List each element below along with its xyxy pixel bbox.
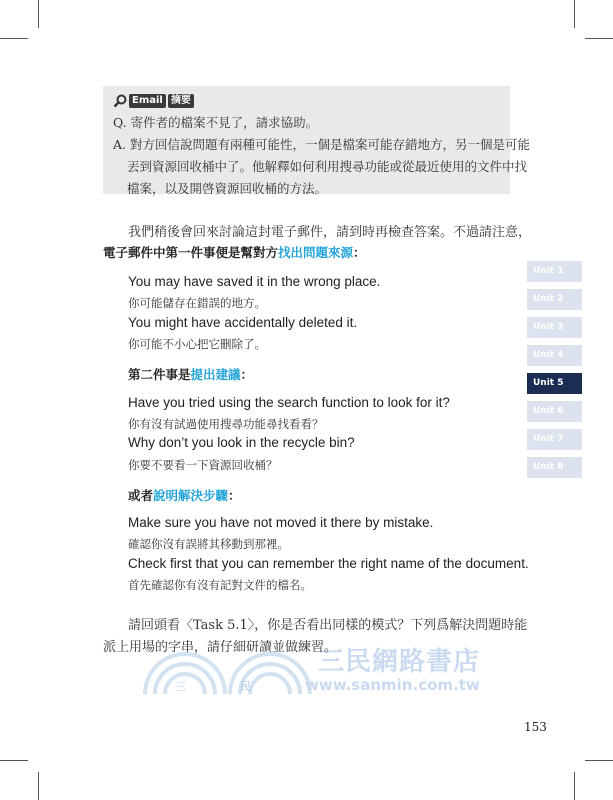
unit-tab-2[interactable]: Unit 2 — [527, 289, 582, 310]
section-heading-steps — [128, 486, 241, 504]
summary-answer-line-1: A. 對方回信說問題有兩種可能性，一個是檔案可能存錯地方，另一個是可能 — [113, 137, 530, 152]
summary-answer-line-3: 檔案，以及開啓資源回收桶的方法。 — [127, 181, 328, 196]
example-zh: 你可能不小心把它刪除了。 — [128, 337, 266, 351]
heading-prefix: 或者 — [128, 488, 154, 503]
intro-highlight: 找出問題來源 — [278, 245, 354, 260]
unit-tab-7[interactable]: Unit 7 — [527, 429, 582, 450]
example-zh: 確認你沒有誤將其移動到那裡。 — [128, 537, 289, 551]
summary-badge: 摘要 — [168, 94, 194, 108]
example-zh: 你要不要看一下資源回收桶？ — [128, 458, 278, 472]
heading-suffix: ： — [228, 488, 241, 503]
heading-suffix: ： — [240, 367, 254, 382]
unit-tab-5[interactable]: Unit 5 — [527, 373, 582, 394]
watermark-char-2: 民 — [240, 680, 251, 693]
summary-header — [113, 94, 194, 108]
intro-suffix: ： — [353, 245, 366, 260]
magnifier-icon — [113, 94, 127, 108]
watermark-store-name: 三民網路書店 — [318, 647, 481, 677]
section-heading-suggest — [128, 365, 253, 383]
email-badge: Email — [129, 94, 166, 108]
unit-tab-4[interactable]: Unit 4 — [527, 345, 582, 366]
example-zh: 你有沒有試過使用搜尋功能尋找看看？ — [128, 417, 324, 431]
unit-tab-8[interactable]: Unit 8 — [527, 457, 582, 478]
intro-line-1: 我們稍後會回來討論這封電子郵件，請到時再檢查答案。不過請注意， — [128, 225, 532, 240]
example-zh: 首先確認你有沒有記對文件的檔名。 — [128, 578, 312, 592]
watermark-char-1: 三 — [175, 680, 186, 693]
example-zh: 你可能儲存在錯誤的地方。 — [128, 296, 266, 310]
intro-line-2 — [103, 242, 366, 265]
heading-highlight: 提出建議 — [190, 367, 241, 382]
heading-prefix: 第二件事是 — [128, 367, 191, 382]
summary-question: Q. 寄件者的檔案不見了，請求協助。 — [113, 115, 319, 130]
closing-line-2: 派上用場的字串，請仔細研讀並做練習。 — [103, 640, 338, 655]
watermark-url: www.sanmin.com.tw — [305, 676, 480, 694]
example-en: Have you tried using the search function to look for it? — [128, 395, 450, 410]
page-number: 153 — [524, 720, 547, 734]
example-en: Why don’t you look in the recycle bin? — [128, 435, 355, 450]
unit-tab-1[interactable]: Unit 1 — [527, 261, 582, 282]
unit-tab-3[interactable]: Unit 3 — [527, 317, 582, 338]
example-en: Make sure you have not moved it there by mistake. — [128, 515, 434, 530]
example-en: Check first that you can remember the right name of the document. — [128, 556, 529, 571]
heading-highlight: 說明解決步驟 — [153, 488, 229, 503]
intro-prefix: 電子郵件中第一件事便是幫對方 — [103, 245, 279, 260]
email-summary-box — [103, 86, 530, 196]
closing-line-1: 請回頭看〈Task 5.1〉，你是否看出同樣的模式？下列爲解決問題時能 — [128, 618, 528, 633]
example-en: You might have accidentally deleted it. — [128, 315, 358, 330]
summary-answer-line-2: 丟到資源回收桶中了。他解釋如何利用搜尋功能或從最近使用的文件中找 — [127, 159, 528, 174]
example-en: You may have saved it in the wrong place. — [128, 274, 381, 289]
unit-tab-6[interactable]: Unit 6 — [527, 401, 582, 422]
